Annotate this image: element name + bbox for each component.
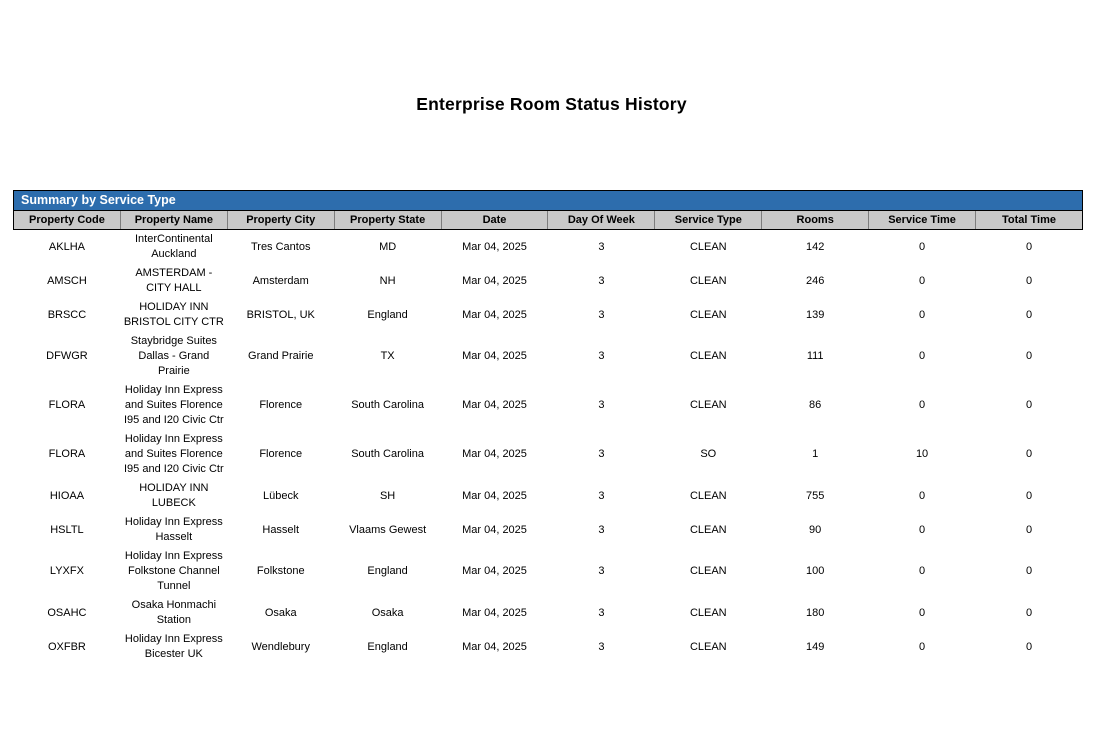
cell-rooms: 149	[762, 630, 869, 664]
cell-property-state: England	[334, 298, 441, 332]
cell-date: Mar 04, 2025	[441, 264, 548, 298]
cell-service-type: CLEAN	[655, 596, 762, 630]
cell-rooms: 86	[762, 381, 869, 430]
column-header-service-type: Service Type	[655, 211, 762, 230]
cell-day-of-week: 3	[548, 630, 655, 664]
cell-total-time: 0	[976, 596, 1083, 630]
table-row	[14, 630, 1083, 664]
cell-day-of-week: 3	[548, 547, 655, 596]
cell-service-type: CLEAN	[655, 264, 762, 298]
cell-day-of-week: 3	[548, 230, 655, 265]
cell-property-code: BRSCC	[14, 298, 121, 332]
cell-service-type: CLEAN	[655, 479, 762, 513]
cell-property-city: Wendlebury	[227, 630, 334, 664]
table-row	[14, 230, 1083, 265]
cell-property-name: AMSTERDAM - CITY HALL	[120, 264, 227, 298]
cell-day-of-week: 3	[548, 264, 655, 298]
column-header-rooms: Rooms	[762, 211, 869, 230]
cell-property-state: Vlaams Gewest	[334, 513, 441, 547]
table-row	[14, 513, 1083, 547]
cell-property-name: InterContinental Auckland	[120, 230, 227, 265]
section-header-bar	[13, 190, 1083, 210]
cell-total-time: 0	[976, 547, 1083, 596]
cell-service-time: 0	[869, 547, 976, 596]
cell-property-state: Osaka	[334, 596, 441, 630]
cell-total-time: 0	[976, 332, 1083, 381]
cell-date: Mar 04, 2025	[441, 430, 548, 479]
cell-service-time: 0	[869, 332, 976, 381]
table-header	[14, 211, 1083, 230]
cell-property-code: LYXFX	[14, 547, 121, 596]
cell-property-name: Holiday Inn Express and Suites Florence I95 and I20 Civic Ctr	[120, 381, 227, 430]
column-header-service-time: Service Time	[869, 211, 976, 230]
table-row	[14, 264, 1083, 298]
cell-property-city: Tres Cantos	[227, 230, 334, 265]
cell-service-type: CLEAN	[655, 230, 762, 265]
cell-property-name: HOLIDAY INN LUBECK	[120, 479, 227, 513]
cell-service-time: 0	[869, 264, 976, 298]
cell-property-city: Grand Prairie	[227, 332, 334, 381]
cell-property-state: NH	[334, 264, 441, 298]
cell-rooms: 1	[762, 430, 869, 479]
column-header-property-state: Property State	[334, 211, 441, 230]
cell-total-time: 0	[976, 381, 1083, 430]
cell-day-of-week: 3	[548, 479, 655, 513]
cell-day-of-week: 3	[548, 298, 655, 332]
cell-property-state: South Carolina	[334, 430, 441, 479]
cell-property-code: HSLTL	[14, 513, 121, 547]
cell-service-time: 0	[869, 513, 976, 547]
cell-service-time: 0	[869, 596, 976, 630]
column-header-total-time: Total Time	[976, 211, 1083, 230]
cell-rooms: 90	[762, 513, 869, 547]
cell-property-code: AKLHA	[14, 230, 121, 265]
cell-property-code: FLORA	[14, 381, 121, 430]
table-row	[14, 381, 1083, 430]
cell-total-time: 0	[976, 630, 1083, 664]
cell-property-code: DFWGR	[14, 332, 121, 381]
cell-service-type: CLEAN	[655, 298, 762, 332]
cell-property-city: Florence	[227, 381, 334, 430]
cell-property-city: Hasselt	[227, 513, 334, 547]
cell-property-name: Holiday Inn Express Hasselt	[120, 513, 227, 547]
cell-total-time: 0	[976, 513, 1083, 547]
table-row	[14, 547, 1083, 596]
report-table-container	[13, 190, 1083, 664]
cell-date: Mar 04, 2025	[441, 298, 548, 332]
room-status-table	[13, 210, 1083, 664]
cell-property-code: FLORA	[14, 430, 121, 479]
cell-property-state: MD	[334, 230, 441, 265]
cell-date: Mar 04, 2025	[441, 230, 548, 265]
cell-property-name: HOLIDAY INN BRISTOL CITY CTR	[120, 298, 227, 332]
section-header-label: Summary by Service Type	[21, 193, 176, 207]
cell-service-type: CLEAN	[655, 332, 762, 381]
cell-property-city: Amsterdam	[227, 264, 334, 298]
cell-property-code: OXFBR	[14, 630, 121, 664]
cell-total-time: 0	[976, 298, 1083, 332]
table-header-row	[14, 211, 1083, 230]
cell-service-type: CLEAN	[655, 547, 762, 596]
column-header-property-name: Property Name	[120, 211, 227, 230]
cell-total-time: 0	[976, 230, 1083, 265]
cell-date: Mar 04, 2025	[441, 513, 548, 547]
cell-service-time: 0	[869, 479, 976, 513]
column-header-date: Date	[441, 211, 548, 230]
cell-day-of-week: 3	[548, 381, 655, 430]
cell-service-time: 0	[869, 230, 976, 265]
table-row	[14, 332, 1083, 381]
cell-date: Mar 04, 2025	[441, 332, 548, 381]
cell-service-time: 0	[869, 298, 976, 332]
cell-date: Mar 04, 2025	[441, 479, 548, 513]
cell-service-type: CLEAN	[655, 381, 762, 430]
cell-property-city: Florence	[227, 430, 334, 479]
cell-property-code: OSAHC	[14, 596, 121, 630]
cell-date: Mar 04, 2025	[441, 596, 548, 630]
cell-total-time: 0	[976, 479, 1083, 513]
cell-date: Mar 04, 2025	[441, 381, 548, 430]
cell-property-code: AMSCH	[14, 264, 121, 298]
cell-property-name: Holiday Inn Express and Suites Florence I95 and I20 Civic Ctr	[120, 430, 227, 479]
column-header-day-of-week: Day Of Week	[548, 211, 655, 230]
table-row	[14, 479, 1083, 513]
cell-rooms: 180	[762, 596, 869, 630]
cell-service-time: 10	[869, 430, 976, 479]
cell-property-name: Staybridge Suites Dallas - Grand Prairie	[120, 332, 227, 381]
cell-rooms: 246	[762, 264, 869, 298]
cell-service-type: SO	[655, 430, 762, 479]
cell-day-of-week: 3	[548, 596, 655, 630]
cell-day-of-week: 3	[548, 430, 655, 479]
cell-property-code: HIOAA	[14, 479, 121, 513]
cell-property-state: England	[334, 630, 441, 664]
cell-property-state: England	[334, 547, 441, 596]
cell-rooms: 142	[762, 230, 869, 265]
cell-property-state: South Carolina	[334, 381, 441, 430]
column-header-property-code: Property Code	[14, 211, 121, 230]
cell-rooms: 111	[762, 332, 869, 381]
cell-property-city: Osaka	[227, 596, 334, 630]
cell-property-city: BRISTOL, UK	[227, 298, 334, 332]
cell-property-state: SH	[334, 479, 441, 513]
cell-property-name: Holiday Inn Express Bicester UK	[120, 630, 227, 664]
cell-date: Mar 04, 2025	[441, 547, 548, 596]
cell-service-time: 0	[869, 381, 976, 430]
table-row	[14, 430, 1083, 479]
cell-property-name: Osaka Honmachi Station	[120, 596, 227, 630]
table-row	[14, 298, 1083, 332]
page-title: Enterprise Room Status History	[416, 94, 687, 114]
cell-rooms: 100	[762, 547, 869, 596]
cell-day-of-week: 3	[548, 332, 655, 381]
cell-service-time: 0	[869, 630, 976, 664]
cell-rooms: 139	[762, 298, 869, 332]
table-body	[14, 230, 1083, 665]
cell-service-type: CLEAN	[655, 513, 762, 547]
cell-property-state: TX	[334, 332, 441, 381]
cell-property-city: Folkstone	[227, 547, 334, 596]
cell-service-type: CLEAN	[655, 630, 762, 664]
cell-day-of-week: 3	[548, 513, 655, 547]
cell-date: Mar 04, 2025	[441, 630, 548, 664]
cell-rooms: 755	[762, 479, 869, 513]
cell-total-time: 0	[976, 264, 1083, 298]
cell-total-time: 0	[976, 430, 1083, 479]
table-row	[14, 596, 1083, 630]
cell-property-name: Holiday Inn Express Folkstone Channel Tunnel	[120, 547, 227, 596]
column-header-property-city: Property City	[227, 211, 334, 230]
cell-property-city: Lübeck	[227, 479, 334, 513]
